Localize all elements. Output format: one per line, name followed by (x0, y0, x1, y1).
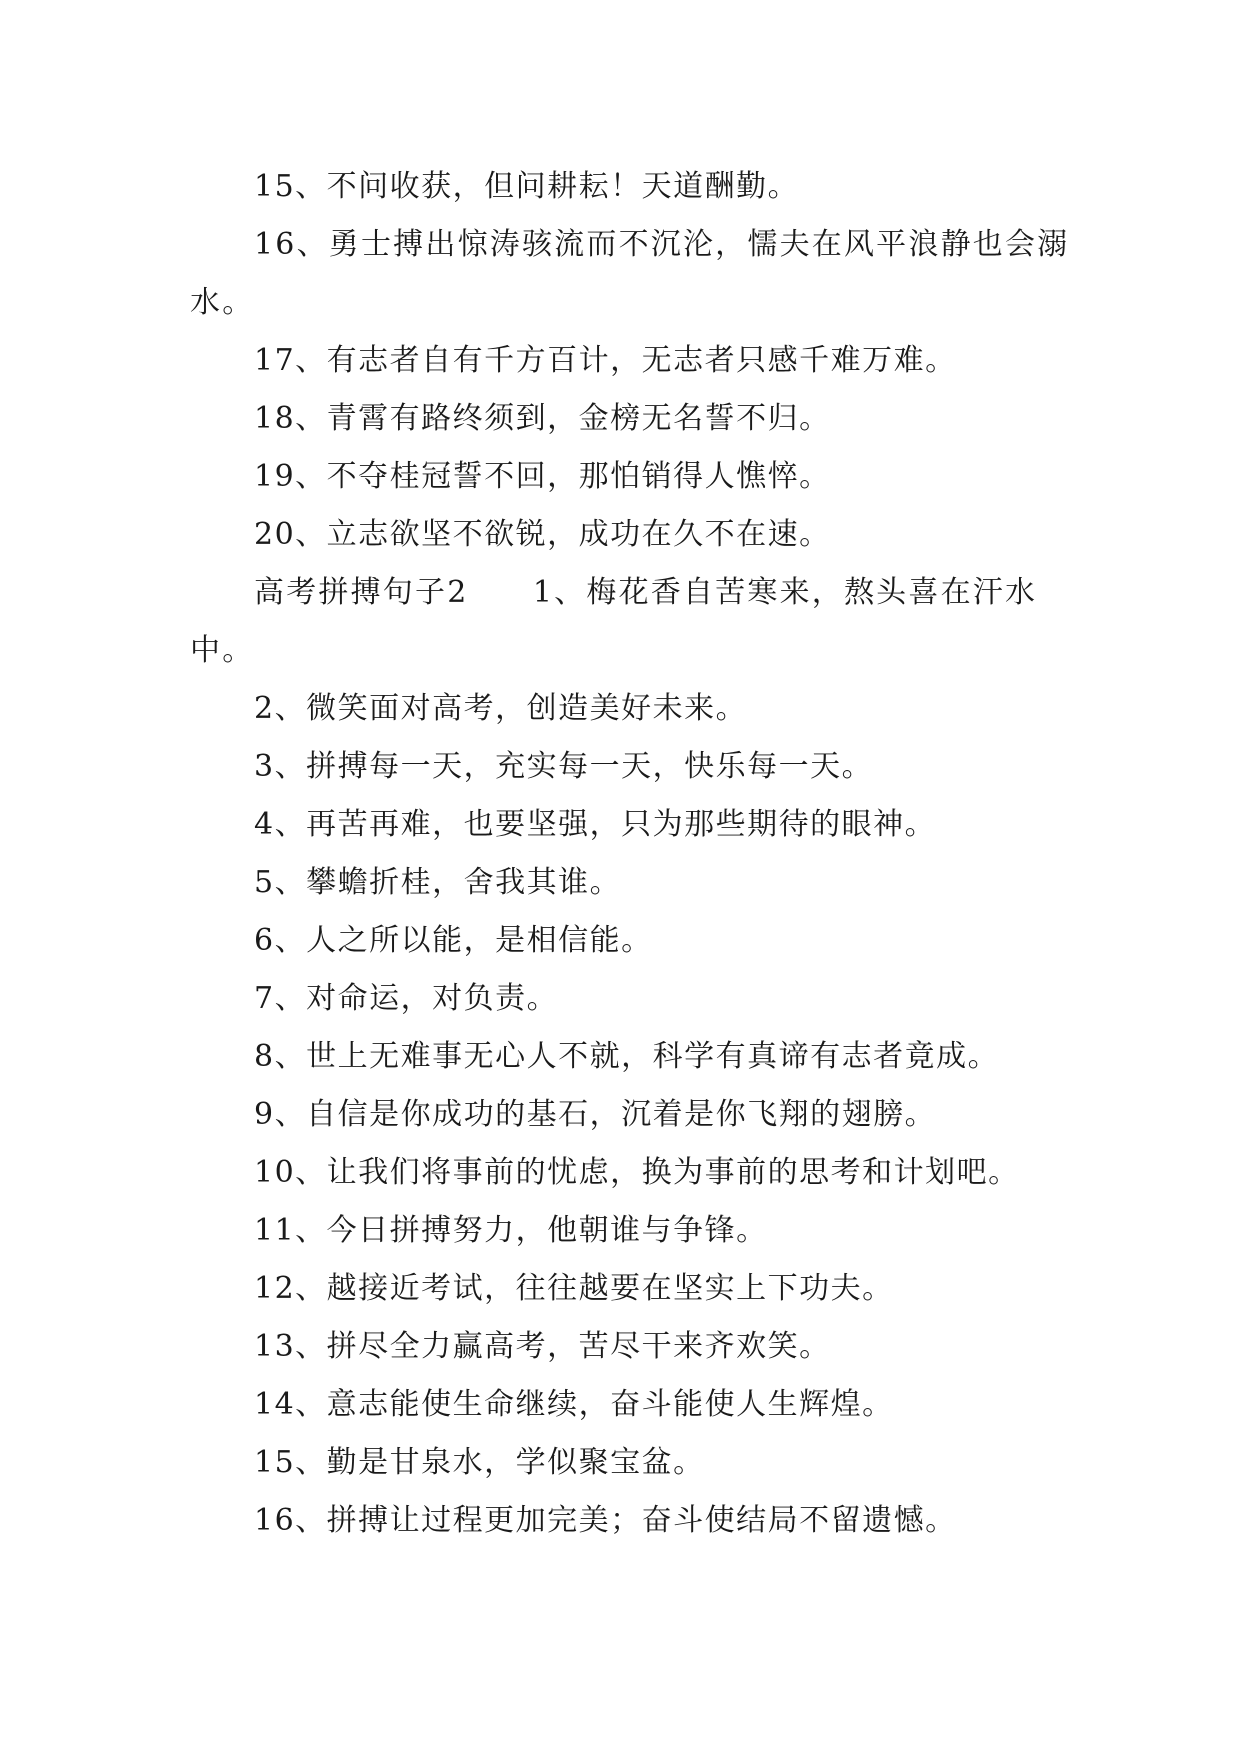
paragraph: 16、勇士搏出惊涛骇流而不沉沦，懦夫在风平浪静也会溺水。 (190, 227, 1070, 320)
section-heading-paragraph: 高考拼搏句子2 1、梅花香自苦寒来，熬头喜在汗水中。 (190, 575, 1038, 668)
paragraph: 20、立志欲坚不欲锐，成功在久不在速。 (254, 517, 831, 552)
paragraph: 3、拼搏每一天，充实每一天，快乐每一天。 (254, 749, 874, 784)
paragraph: 7、对命运，对负责。 (254, 981, 559, 1016)
paragraph: 4、再苦再难，也要坚强，只为那些期待的眼神。 (254, 807, 937, 842)
paragraph: 19、不夺桂冠誓不回，那怕销得人憔悴。 (254, 459, 831, 494)
paragraph: 10、让我们将事前的忧虑，换为事前的思考和计划吧。 (254, 1155, 1020, 1190)
paragraph: 14、意志能使生命继续，奋斗能使人生辉煌。 (254, 1387, 894, 1422)
paragraph: 15、不问收获，但问耕耘！天道酬勤。 (254, 169, 800, 204)
document-body (190, 158, 1070, 1550)
paragraph: 13、拼尽全力赢高考，苦尽干来齐欢笑。 (254, 1329, 831, 1364)
paragraph: 9、自信是你成功的基石，沉着是你飞翔的翅膀。 (254, 1097, 937, 1132)
paragraph: 17、有志者自有千方百计，无志者只感千难万难。 (254, 343, 957, 378)
paragraph: 18、青霄有路终须到，金榜无名誓不归。 (254, 401, 831, 436)
paragraph: 11、今日拼搏努力，他朝谁与争锋。 (254, 1213, 768, 1248)
paragraph: 8、世上无难事无心人不就，科学有真谛有志者竟成。 (254, 1039, 1000, 1074)
paragraph: 2、微笑面对高考，创造美好未来。 (254, 691, 748, 726)
paragraph: 5、攀蟾折桂，舍我其谁。 (254, 865, 622, 900)
paragraph: 6、人之所以能，是相信能。 (254, 923, 653, 958)
paragraph: 15、勤是甘泉水，学似聚宝盆。 (254, 1445, 705, 1480)
paragraph: 16、拼搏让过程更加完美；奋斗使结局不留遗憾。 (254, 1503, 957, 1538)
paragraph: 12、越接近考试，往往越要在坚实上下功夫。 (254, 1271, 894, 1306)
